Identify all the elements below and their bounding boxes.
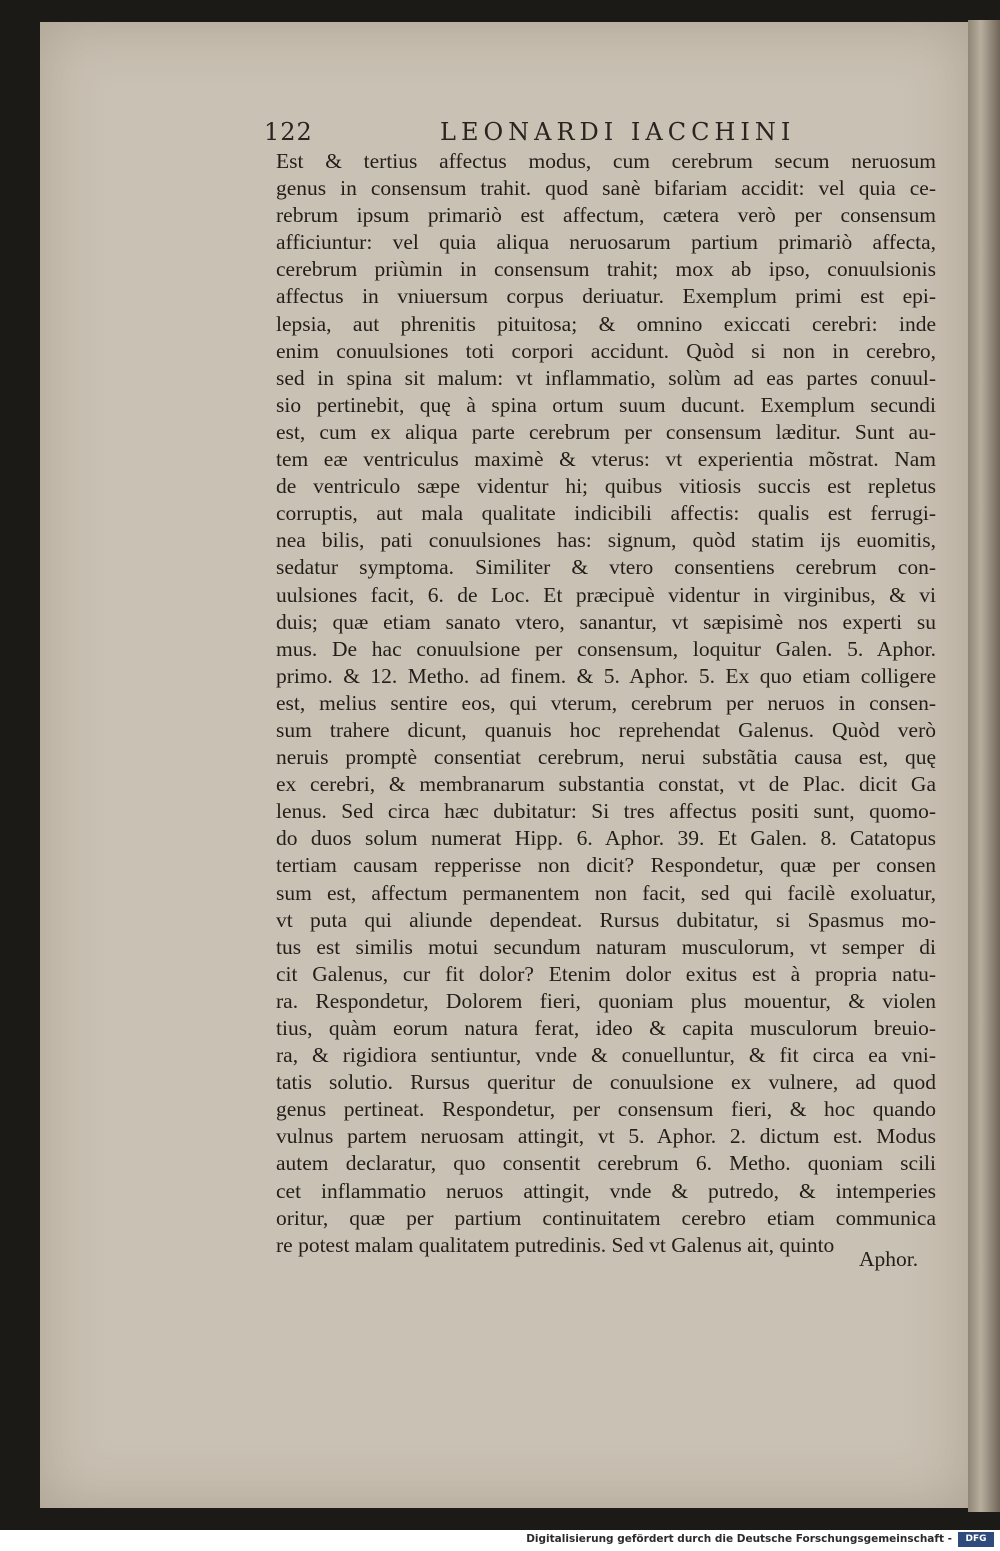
text-line: sum est, affectum permanentem non facit, sed qui facilè exoluatur, [276,880,936,905]
running-title: LEONARDI IACCHINI [440,118,796,146]
text-line: oritur, quæ per partium continuitatem cerebro etiam communica [276,1205,936,1230]
text-line: ex cerebri, & membranarum substantia constat, vt de Plac. dicit Ga [276,772,936,797]
text-line: ra, & rigidiora sentiuntur, vnde & conuelluntur, & fit circa ea vni- [276,1043,936,1068]
text-line: ra. Respondetur, Dolorem fieri, quoniam plus mouentur, & violen [276,988,936,1013]
text-line: sed in spina sit malum: vt inflammatio, solùm ad eas partes conuul- [276,365,936,390]
text-line: uulsiones facit, 6. de Loc. Et præcipuè videntur in virginibus, & vi [276,582,936,607]
text-line: afficiuntur: vel quia aliqua neruosarum partium primariò affecta, [276,230,936,255]
text-line: sum trahere dicunt, quanuis hoc reprehendat Galenus. Quòd verò [276,717,936,742]
text-line: neruis promptè consentiat cerebrum, nerui substãtia causa est, quę [276,745,936,770]
text-line: tatis solutio. Rursus queritur de conuulsione ex vulnere, ad quod [276,1070,936,1095]
funding-credit: Digitalisierung gefördert durch die Deutsche Forschungsgemeinschaft - [526,1533,952,1545]
text-line: do duos solum numerat Hipp. 6. Aphor. 39. Et Galen. 8. Catatopus [276,826,936,851]
text-line: nea bilis, pati conuulsiones has: signum, quòd statim ijs euomitis, [276,528,936,553]
text-line: affectus in vniuersum corpus deriuatur. Exemplum primi est epi- [276,284,936,309]
footer-bar [0,1530,1000,1551]
text-line: rebrum ipsum primariò est affectum, cætera verò per consensum [276,203,936,228]
text-line: Est & tertius affectus modus, cum cerebrum secum neruosum [276,149,936,173]
text-line: vt puta qui aliunde dependeat. Rursus dubitatur, si Spasmus mo- [276,907,936,932]
text-line: est, cum ex aliqua parte cerebrum per consensum læditur. Sunt au- [276,419,936,444]
page-number: 122 [264,118,313,146]
text-line: sedatur symptoma. Similiter & vtero consentiens cerebrum con- [276,555,936,580]
text-line: vulnus partem neruosam attingit, vt 5. Aphor. 2. dictum est. Modus [276,1124,936,1149]
text-line: sio pertinebit, quę à spina ortum suum ducunt. Exemplum secundi [276,392,936,417]
text-line: mus. De hac conuulsione per consensum, loquitur Galen. 5. Aphor. [276,636,936,661]
text-line: de ventriculo sæpe videntur hi; quibus vitiosis succis est repletus [276,474,936,499]
dfg-logo: DFG [958,1532,994,1547]
text-line: tertiam causam repperisse non dicit? Respondetur, quæ per consen [276,853,936,878]
text-line: tem eæ ventriculus maximè & vterus: vt experientia mõstrat. Nam [276,447,936,472]
page-header [264,118,904,152]
text-line: genus in consensum trahit. quod sanè bifariam accidit: vel quia ce- [276,176,936,201]
text-line: lepsia, aut phrenitis pituitosa; & omnino exiccati cerebri: inde [276,311,936,336]
page-edge [968,20,1000,1512]
text-line: est, melius sentire eos, qui vterum, cerebrum per neruos in consen- [276,690,936,715]
text-line: cet inflammatio neruos attingit, vnde & putredo, & intemperies [276,1178,936,1203]
text-line: primo. & 12. Metho. ad finem. & 5. Aphor. 5. Ex quo etiam colligere [276,663,936,688]
text-line: autem declaratur, quo consentit cerebrum 6. Metho. quoniam scili [276,1151,936,1176]
text-line: tus est similis motui secundum naturam musculorum, vt semper di [276,934,936,959]
text-line: tius, quàm eorum natura ferat, ideo & capita musculorum breuio- [276,1016,936,1040]
text-line: re potest malam qualitatem putredinis. Sed vt Galenus ait, quinto [276,1232,835,1257]
text-line: corruptis, aut mala qualitate indicibili affectis: qualis est ferrugi- [276,501,936,526]
text-line: duis; quæ etiam sanato vtero, sanantur, vt sæpisimè nos experti su [276,609,936,634]
body-text [276,148,936,1259]
text-line: cerebrum priùmin in consensum trahit; mox ab ipso, conuulsionis [276,257,936,282]
text-line: enim conuulsiones toti corpori accidunt. Quòd si non in cerebro, [276,338,936,363]
text-line: lenus. Sed circa hæc dubitatur: Si tres affectus positi sunt, quomo- [276,799,936,824]
text-line: cit Galenus, cur fit dolor? Etenim dolor exitus est à propria natu- [276,961,936,986]
text-line: genus pertineat. Respondetur, per consensum fieri, & hoc quando [276,1097,936,1122]
catchword: Aphor. [859,1247,919,1271]
